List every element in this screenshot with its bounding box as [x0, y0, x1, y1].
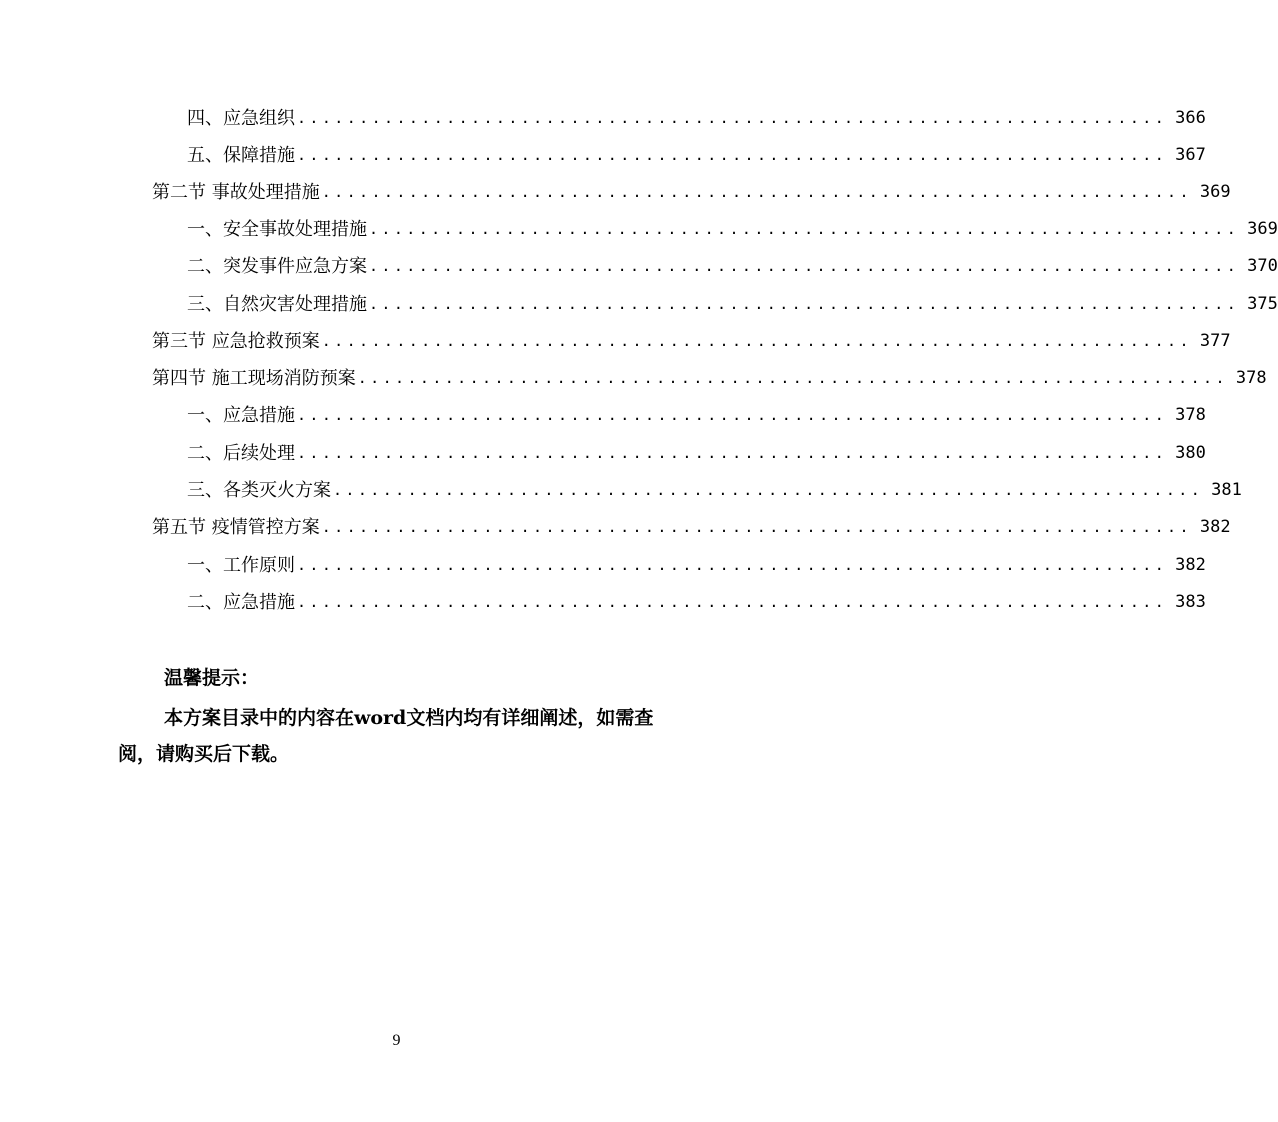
toc-entry-page: 378 [1235, 368, 1267, 388]
toc-entry[interactable] [187, 472, 1242, 509]
notice-title: 温馨提示： [164, 667, 260, 689]
toc-entry-label: 三、自然灾害处理措施 [187, 294, 367, 315]
toc-entry-label: 五、保障措施 [187, 145, 295, 166]
toc-entry-label: 第二节 事故处理措施 [152, 182, 320, 203]
toc-leader-dots: ...................................................................... [297, 406, 1168, 424]
toc-entry-page: 381 [1211, 480, 1242, 500]
toc-entry[interactable] [187, 547, 1206, 584]
toc-entry-page: 383 [1175, 592, 1206, 612]
toc-entry-label: 二、突发事件应急方案 [187, 256, 367, 277]
toc-entry[interactable] [187, 211, 1278, 248]
toc-entry-label: 一、安全事故处理措施 [187, 219, 367, 240]
toc-leader-dots: ...................................................................... [369, 257, 1240, 275]
toc-entry-label: 第三节 应急抢救预案 [152, 331, 320, 352]
toc-leader-dots: ...................................................................... [357, 369, 1228, 387]
toc-leader-dots: ...................................................................... [297, 556, 1168, 574]
toc-entry-label: 二、应急措施 [187, 592, 295, 613]
toc-entry[interactable] [187, 137, 1206, 174]
toc-entry-page: 366 [1175, 108, 1206, 128]
page-number: 9 [392, 1032, 401, 1049]
toc-entry[interactable] [152, 323, 1231, 360]
toc-entry-label: 一、应急措施 [187, 405, 295, 426]
toc-entry-label: 二、后续处理 [187, 443, 295, 464]
toc-entry[interactable] [187, 397, 1206, 434]
toc-entry-label: 四、应急组织 [187, 108, 295, 129]
toc-leader-dots: ...................................................................... [297, 444, 1168, 462]
toc-entry-label: 一、工作原则 [187, 555, 295, 576]
toc-leader-dots: ...................................................................... [297, 109, 1168, 127]
toc-entry-page: 369 [1199, 182, 1231, 202]
toc-entry-label: 第四节 施工现场消防预案 [152, 368, 356, 389]
toc-entry-label: 三、各类灭火方案 [187, 480, 331, 501]
toc-entry[interactable] [187, 248, 1278, 285]
toc-entry[interactable] [187, 435, 1206, 472]
toc-entry-label: 第五节 疫情管控方案 [152, 517, 320, 538]
toc-leader-dots: ...................................................................... [297, 146, 1168, 164]
toc-leader-dots: ...................................................................... [297, 593, 1168, 611]
toc-entry-page: 377 [1199, 331, 1231, 351]
toc-leader-dots: ...................................................................... [321, 332, 1192, 350]
toc-entry-page: 382 [1175, 555, 1206, 575]
toc-leader-dots: ...................................................................... [321, 518, 1192, 536]
toc-entry[interactable] [152, 174, 1231, 211]
toc-entry-page: 367 [1175, 145, 1206, 165]
toc-entry-page: 380 [1175, 443, 1206, 463]
toc-entry-page: 370 [1247, 256, 1278, 276]
toc-leader-dots: ...................................................................... [333, 481, 1204, 499]
toc-entry[interactable] [187, 584, 1206, 621]
toc-entry[interactable] [152, 509, 1231, 546]
toc-entry-page: 378 [1175, 405, 1206, 425]
toc-entry[interactable] [187, 100, 1206, 137]
toc-entry[interactable] [152, 360, 1267, 397]
toc-leader-dots: ...................................................................... [369, 295, 1240, 313]
toc-entry-page: 382 [1199, 517, 1231, 537]
toc-entry-page: 369 [1247, 219, 1278, 239]
toc-leader-dots: ...................................................................... [321, 183, 1192, 201]
toc-entry-page: 375 [1247, 294, 1278, 314]
toc-leader-dots: ...................................................................... [369, 220, 1240, 238]
notice-body: 本方案目录中的内容在word文档内均有详细阐述，如需查阅，请购买后下载。 [118, 707, 654, 765]
toc-entry[interactable] [187, 286, 1278, 323]
